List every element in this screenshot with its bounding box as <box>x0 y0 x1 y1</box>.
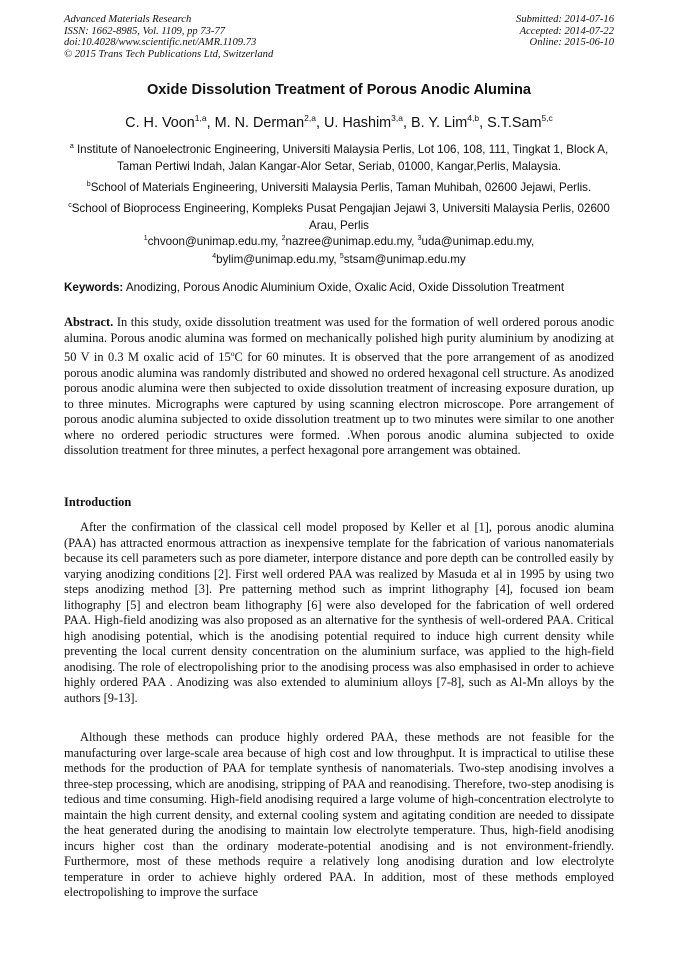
affiliation-b: $^b$School of Materials Engineering, Universiti Malaysia Perlis, Taman Muhibah, 02600 Jejawi, Perlis. <box>86 181 592 194</box>
keywords-text: Anodizing, Porous Anodic Aluminium Oxide, Oxalic Acid, Oxide Dissolution Treatment <box>123 281 565 294</box>
keywords-label: Keywords: <box>64 281 124 294</box>
introduction-paragraph: Although these methods can produce highly ordered PAA, these methods are not feasible for the manufacturing over large-scale area because of high cost and low throughput. It is impractical to utilise these methods for the production of PAA for template synthesis of nanomaterials. Two-step anodising involves a three-step processing, which are anodising, stripping of PAA and reanodising. Therefore, two-step anodising is tedious and time consuming. High-field anodising required a large volume of high-concentration electrolyte to maintain the high current density, and external cooling system and agitating condition are needed to dissipate the heat generated during the anodising to maintain low electrolyte temperature. Thus, high-field anodising incurs higher cost than the ordinary moderate-potential anodising and is not environment-friendly. Furthermore, most of these methods require a relatively long anodising duration and low electrolyte temperature in order to achieve highly ordered PAA. In addition, most of these methods employed electropolishing to improve the surface <box>64 730 614 899</box>
email-link[interactable]: stsam@unimap.edu.my <box>343 252 466 266</box>
email-link[interactable]: chvoon@unimap.edu.my, <box>147 235 282 248</box>
abstract-label: Abstract. <box>64 315 114 329</box>
doi-line: doi:10.4028/www.scientific.net/AMR.1109.73 <box>64 37 257 49</box>
affiliation-c: $^c$School of Bioprocess Engineering, Kompleks Pusat Pengajian Jejawi 3, Universiti Malaysia Perlis, 02600 Arau, Perlis <box>68 202 610 232</box>
email-link[interactable]: bylim@unimap.edu.my, <box>216 252 340 266</box>
author-list: C. H. Voon$^{1,a}$, M. N. Derman$^{2,a}$, U. Hashim$^{3,a}$, B. Y. Lim$^{4,b}$, S.T.Sam$^{5,c}$ <box>125 113 553 131</box>
dates-header <box>516 14 614 49</box>
author: S.T.Sam <box>487 115 542 131</box>
email-link[interactable]: nazree@unimap.edu.my, <box>285 235 418 248</box>
abstract: Abstract. In this study, oxide dissolution treatment was used for the formation of well ordered porous anodic alumina. Porous anodic alumina was formed on mechanically polished high purity aluminium by anodizing at 50 V in 0.3 M oxalic acid of 15$^o$C for 60 minutes. It is observed that the pore arrangement of as anodized porous anodic alumina was randomly distributed and showed no ordered hexagonal cell structure. As anodized porous anodic alumina were then subjected to oxide dissolution treatment of increasing exposure duration, up to three minutes. Micrographs were captured by using scanning electron microscope. Pore arrangement of porous anodic alumina subjected to oxide dissolution treatment up to two minutes were similar to one another where no ordered periodic structures were formed. .When porous anodic alumina subjected to oxide dissolution treatment for three minutes, a perfect hexagonal pore arrangement was obtained. <box>64 315 614 457</box>
journal-name: Advanced Materials Research <box>64 14 192 25</box>
paper-title: Oxide Dissolution Treatment of Porous Anodic Alumina <box>146 82 532 98</box>
accepted-date: Accepted: 2014-07-22 <box>519 25 614 37</box>
introduction-paragraph: After the confirmation of the classical cell model proposed by Keller et al [1], porous anodic alumina (PAA) has attracted enormous attraction as inexpensive template for the fabrication of various nanomaterials because its cell parameters such as pore diameter, interpore distance and pore depth can be controlled easily by varying anodizing conditions [2]. First well ordered PAA was realized by Masuda et al in 1995 by using two steps anodizing method [3]. Pre patterning method such as imprint lithography [4], focused ion beam lithography [5] and electron beam lithography [6] were also developed for the fabrication of well ordered PAA. High-field anodizing was also proposed as an alternative for the synthesis of well-ordered PAA. Critical high anodising potential, which is the anodising potential required to induce high current density while preventing the local current density concentration on the aluminium surface, was applied to the high-field anodising. The role of electropolishing prior to the anodising process was also emphasised in order to achieve highly ordered PAA . Anodizing was also extended to aluminium alloys [7-8], such as Al-Mn alloys by the authors [9-13]. <box>64 520 614 705</box>
online-date: Online: 2015-06-10 <box>529 37 614 49</box>
author-emails: $^1$chvoon@unimap.edu.my, $^2$nazree@unimap.edu.my, $^3$uda@unimap.edu.my, $^4$bylim@unimap.edu.my, $^5$stsam@unimap.edu.my <box>143 235 535 266</box>
author: U. Hashim <box>323 115 392 131</box>
submitted-date: Submitted: 2014-07-16 <box>516 14 614 25</box>
author: M. N. Derman <box>214 115 305 131</box>
email-link[interactable]: uda@unimap.edu.my, <box>421 235 535 248</box>
section-heading-introduction: Introduction <box>64 495 132 509</box>
affiliation-a: $^a$ Institute of Nanoelectronic Engineering, Universiti Malaysia Perlis, Lot 106, 108, 111, Tingkat 1, Block A, Taman Pertiwi Indah, Jalan Kangar-Alor Setar, Seriab, 01000, Kangar,Perlis, Malaysia. <box>69 143 609 173</box>
author: C. H. Voon <box>125 115 195 131</box>
keywords <box>64 281 624 294</box>
copyright-line: © 2015 Trans Tech Publications Ltd, Switzerland <box>64 48 274 60</box>
issn-line: ISSN: 1662-8985, Vol. 1109, pp 73-77 <box>64 25 226 37</box>
author: B. Y. Lim <box>410 115 468 131</box>
journal-header <box>64 14 273 60</box>
